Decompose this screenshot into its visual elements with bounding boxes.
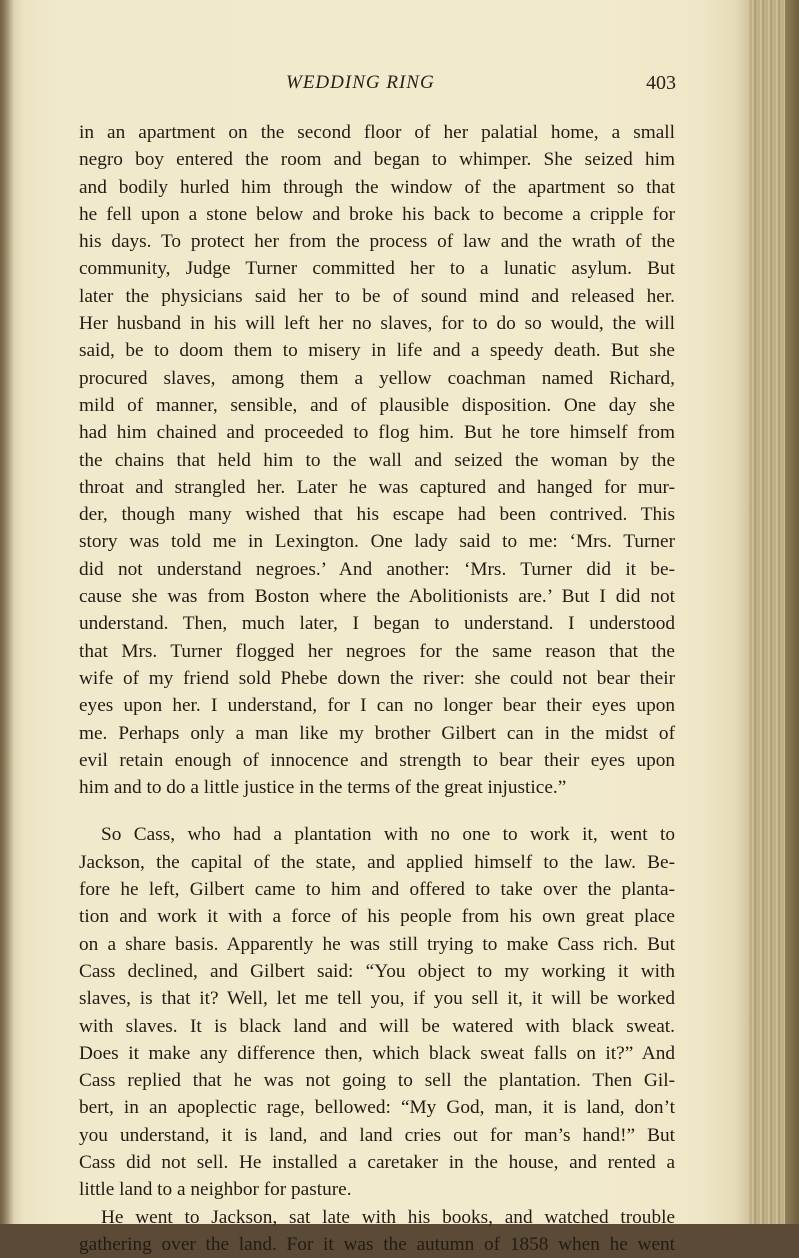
paragraph-3: [79, 1204, 675, 1258]
paragraph-1: [79, 119, 675, 801]
text-line: Cass declined, and Gilbert said: “You object to my working it with: [79, 960, 675, 982]
text-line: in an apartment on the second floor of her palatial home, a small: [79, 122, 675, 143]
text-line: that Mrs. Turner flogged her negroes for the same reason that the: [79, 640, 675, 662]
text-line: said, be to doom them to misery in life and a speedy death. But she: [79, 340, 675, 362]
text-line: Cass did not sell. He installed a caretaker in the house, and rented a: [79, 1151, 675, 1173]
text-line: negro boy entered the room and began to whimper. She seized him: [79, 149, 675, 171]
text-line: his days. To protect her from the process of law and the wrath of the: [79, 231, 675, 253]
text-line: So Cass, who had a plantation with no one to work it, went to: [101, 824, 675, 846]
running-title: WEDDING RING: [286, 72, 435, 93]
text-line: throat and strangled her. Later he was captured and hanged for mur-: [79, 476, 675, 498]
text-line: Does it make any difference then, which black sweat falls on it?” And: [79, 1042, 675, 1064]
text-line: the chains that held him to the wall and seized the woman by the: [79, 449, 675, 471]
text-line: had him chained and proceeded to flog him. But he tore himself from: [79, 422, 675, 444]
text-line: he fell upon a stone below and broke his back to become a cripple for: [79, 203, 675, 225]
text-line: him and to do a little justice in the terms of the great injustice.”: [79, 777, 567, 799]
text-line: little land to a neighbor for pasture.: [79, 1179, 352, 1201]
text-line: on a share basis. Apparently he was still trying to make Cass rich. But: [79, 933, 675, 955]
spine-shadow: [0, 0, 14, 1224]
text-line: tion and work it with a force of his people from his own great place: [79, 906, 675, 928]
text-line: bert, in an apoplectic rage, bellowed: “My God, man, it is land, don’t: [79, 1097, 675, 1119]
text-line: mild of manner, sensible, and of plausible disposition. One day she: [79, 394, 675, 416]
page-number: 403: [646, 72, 676, 94]
text-line: der, though many wished that his escape had been contrived. This: [79, 504, 675, 526]
text-line: understand. Then, much later, I began to understand. I understood: [79, 613, 675, 635]
text-line: later the physicians said her to be of sound mind and released her.: [79, 285, 675, 307]
text-line: did not understand negroes.’ And another: ‘Mrs. Turner did it be-: [79, 558, 675, 580]
page-edge: [749, 0, 799, 1224]
text-line: eyes upon her. I understand, for I can no longer bear their eyes upon: [79, 695, 675, 717]
text-line: me. Perhaps only a man like my brother Gilbert can in the midst of: [79, 722, 675, 744]
text-line: with slaves. It is black land and will be watered with black sweat.: [79, 1015, 675, 1037]
paragraph-2: [79, 821, 675, 1203]
running-header: [276, 72, 676, 102]
text-line: Her husband in his will left her no slaves, for to do so would, the will: [79, 313, 675, 335]
text-line: He went to Jackson, sat late with his books, and watched trouble: [101, 1206, 675, 1228]
text-line: slaves, is that it? Well, let me tell you, if you sell it, it will be worked: [79, 988, 675, 1010]
text-line: wife of my friend sold Phebe down the river: she could not bear their: [79, 667, 675, 689]
text-line: you understand, it is land, and land cries out for man’s hand!” But: [79, 1124, 675, 1146]
paragraph-gap: [79, 801, 675, 821]
text-line: procured slaves, among them a yellow coachman named Richard,: [79, 367, 675, 389]
text-line: Cass replied that he was not going to sell the plantation. Then Gil-: [79, 1070, 675, 1092]
text-line: community, Judge Turner committed her to a lunatic asylum. But: [79, 258, 675, 280]
text-line: fore he left, Gilbert came to him and offered to take over the planta-: [79, 879, 675, 901]
text-line: gathering over the land. For it was the autumn of 1858 when he went: [79, 1233, 675, 1255]
text-line: Jackson, the capital of the state, and applied himself to the law. Be-: [79, 851, 675, 873]
text-line: story was told me in Lexington. One lady said to me: ‘Mrs. Turner: [79, 531, 675, 553]
body-text: [79, 119, 675, 1258]
text-line: and bodily hurled him through the window of the apartment so that: [79, 176, 675, 198]
text-line: cause she was from Boston where the Abolitionists are.’ But I did not: [79, 586, 675, 608]
text-line: evil retain enough of innocence and strength to bear their eyes upon: [79, 749, 675, 771]
